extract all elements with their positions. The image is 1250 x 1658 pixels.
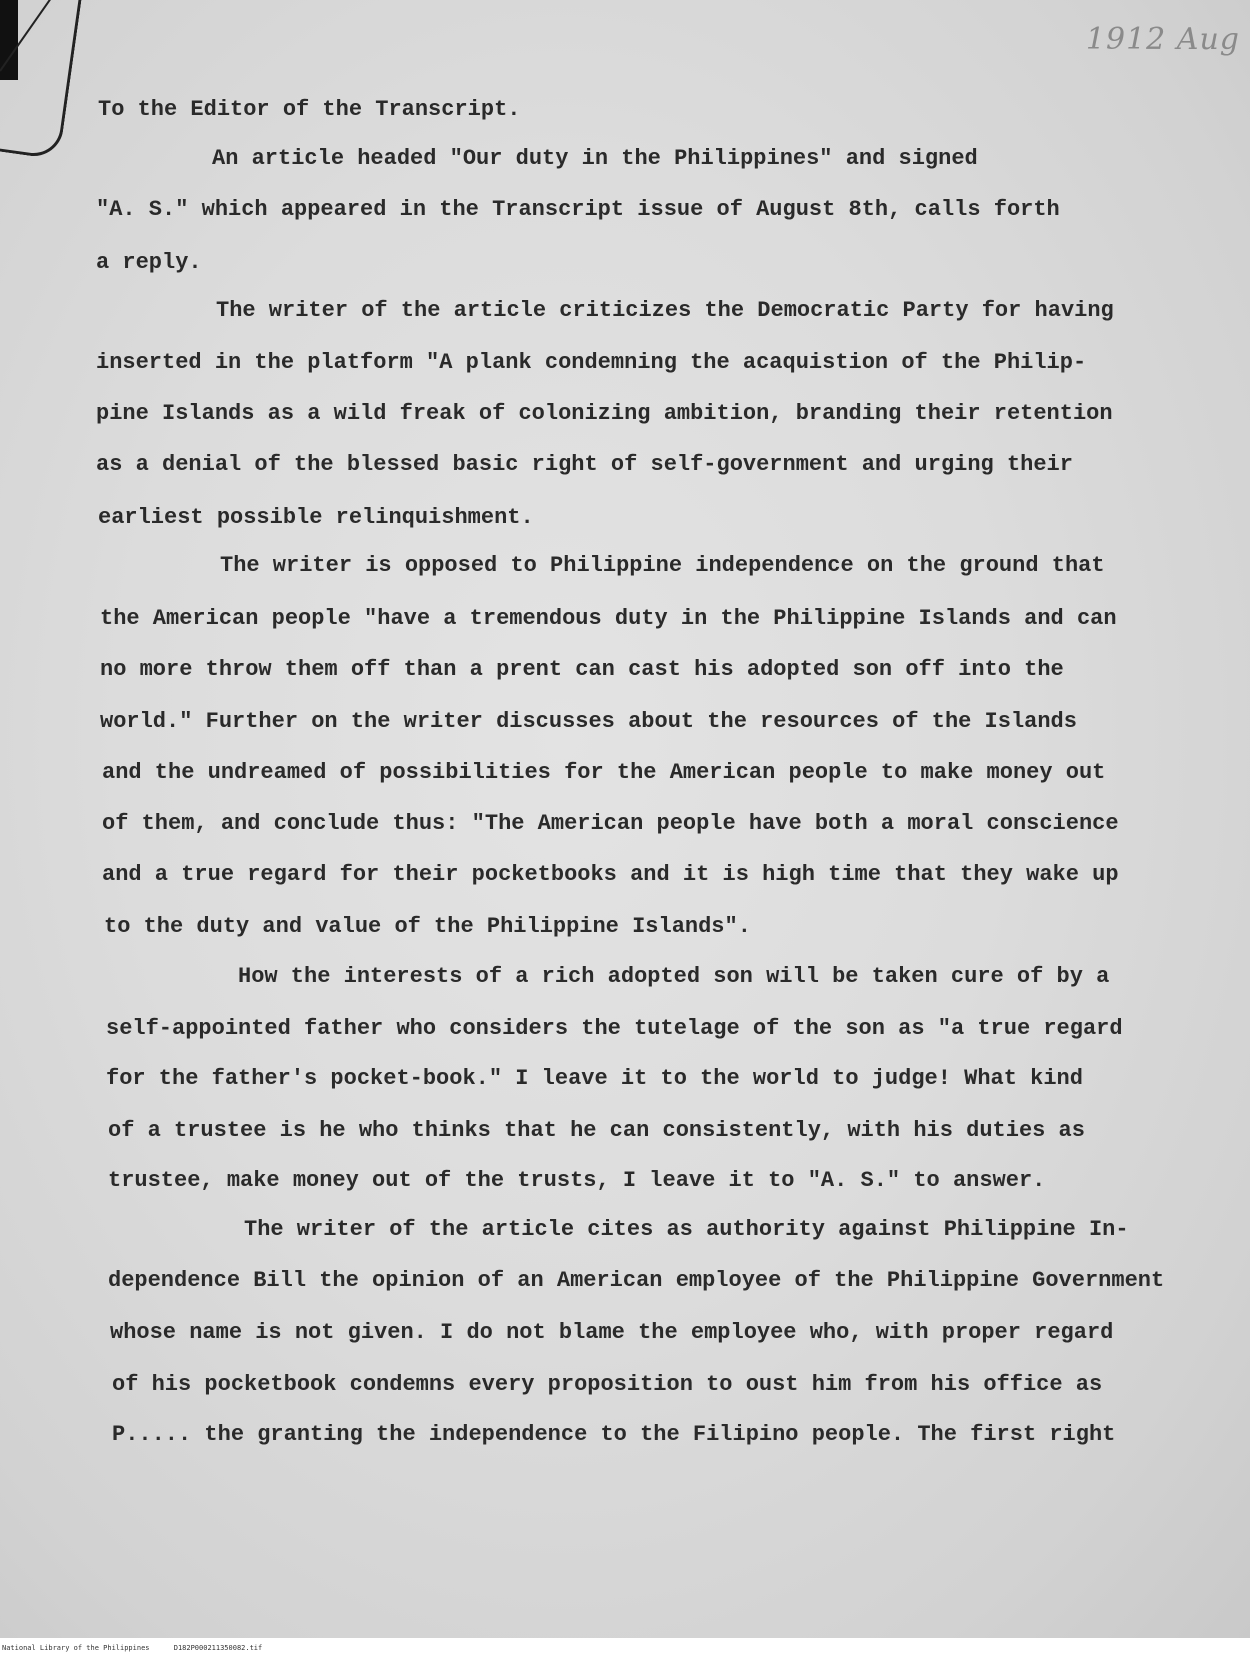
letter-line: How the interests of a rich adopted son will be taken cure of by a: [238, 964, 1110, 989]
letter-line: and the undreamed of possibilities for the American people to make money out: [102, 760, 1106, 785]
letter-line: The writer of the article cites as authority against Philippine In-: [244, 1217, 1129, 1242]
letter-line: earliest possible relinquishment.: [98, 505, 534, 530]
letter-line: An article headed "Our duty in the Philippines" and signed: [212, 146, 978, 171]
salutation-line: To the Editor of the Transcript.: [98, 97, 521, 122]
letter-line: trustee, make money out of the trusts, I leave it to "A. S." to answer.: [108, 1168, 1046, 1193]
folded-corner: [0, 0, 86, 160]
letter-line: to the duty and value of the Philippine Islands".: [104, 914, 751, 939]
scan-footer: [0, 1638, 1250, 1658]
library-credit: National Library of the Philippines: [2, 1644, 150, 1652]
scan-filename: D182P000211350082.tif: [173, 1644, 263, 1652]
letter-line: pine Islands as a wild freak of colonizing ambition, branding their retention: [96, 401, 1113, 426]
letter-line: dependence Bill the opinion of an American employee of the Philippine Government: [108, 1268, 1165, 1293]
letter-line: self-appointed father who considers the tutelage of the son as "a true regard: [106, 1016, 1123, 1041]
letter-line: and a true regard for their pocketbooks and it is high time that they wake up: [102, 862, 1119, 887]
letter-line: no more throw them off than a prent can cast his adopted son off into the: [100, 657, 1064, 682]
letter-line: P..... the granting the independence to the Filipino people. The first right: [112, 1422, 1116, 1447]
letter-line: of a trustee is he who thinks that he can consistently, with his duties as: [108, 1118, 1085, 1143]
handwritten-date-note: 1912 Aug: [1085, 22, 1240, 57]
letter-line: for the father's pocket-book." I leave it to the world to judge! What kind: [106, 1066, 1083, 1091]
letter-line: inserted in the platform "A plank condemning the acaquistion of the Philip-: [96, 350, 1087, 375]
letter-line: The writer of the article criticizes the Democratic Party for having: [216, 298, 1114, 323]
letter-line: world." Further on the writer discusses about the resources of the Islands: [100, 709, 1077, 734]
letter-line: whose name is not given. I do not blame the employee who, with proper regard: [110, 1320, 1114, 1345]
letter-line: the American people "have a tremendous duty in the Philippine Islands and can: [100, 606, 1117, 631]
letter-line: as a denial of the blessed basic right of self-government and urging their: [96, 452, 1073, 477]
letter-line: The writer is opposed to Philippine independence on the ground that: [220, 553, 1105, 578]
letter-line: a reply.: [96, 250, 202, 275]
letter-line: "A. S." which appeared in the Transcript issue of August 8th, calls forth: [96, 197, 1060, 222]
letter-line: of his pocketbook condemns every proposition to oust him from his office as: [112, 1372, 1103, 1397]
letter-line: of them, and conclude thus: "The American people have both a moral conscience: [102, 811, 1119, 836]
